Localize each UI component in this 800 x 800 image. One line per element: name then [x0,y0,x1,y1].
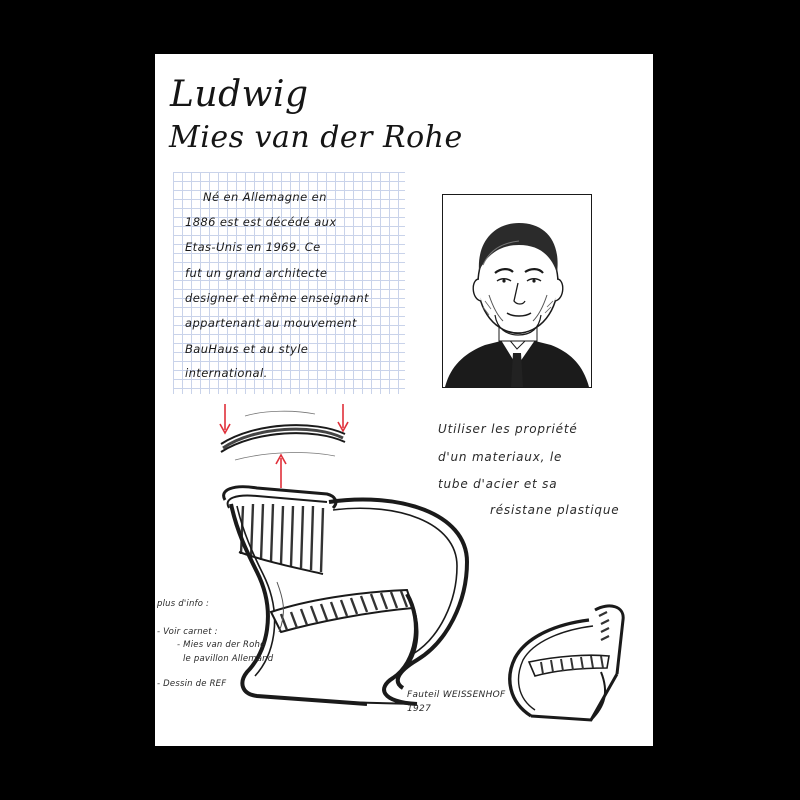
bio-line: 1886 est est décédé aux [185,215,337,229]
bio-line: appartenant au mouvement [185,316,357,330]
arrow-down-left-icon [220,404,230,433]
more-info-subitem: le pavillon Allemand [183,654,274,664]
bio-line: BauHaus et au style [185,342,309,356]
portrait-sketch [443,195,591,387]
portrait-drawing [442,194,592,388]
more-info-subitem: - Mies van der Rohe [177,640,266,650]
arrow-down-right-icon [338,404,348,431]
chair-caption-year: 1927 [407,704,432,714]
biography-note [173,172,405,394]
more-info-heading: plus d'info : [157,599,210,609]
small-chair-sketch [497,602,632,727]
title-first-name: Ludwig [170,74,309,115]
material-note-line: résistane plastique [490,503,620,517]
more-info-item: - Dessin de REF [157,679,227,689]
bio-line: Né en Allemagne en [203,190,327,204]
bio-line: designer et même enseignant [185,291,369,305]
bending-diagram [215,400,355,490]
sketch-page [155,54,653,746]
material-note-line: tube d'acier et sa [438,477,558,491]
bio-line: fut un grand architecte [185,266,328,280]
cantilever-chair-sketch [217,482,487,712]
material-note-line: Utiliser les propriété [438,422,578,436]
bio-line: Etas-Unis en 1969. Ce [185,240,321,254]
bio-line: international. [185,366,268,380]
more-info-item: - Voir carnet : [157,627,218,637]
title-last-name: Mies van der Rohe [169,120,463,155]
material-note-line: d'un materiaux, le [438,450,563,464]
chair-caption-name: Fauteil WEISSENHOF [407,690,506,700]
